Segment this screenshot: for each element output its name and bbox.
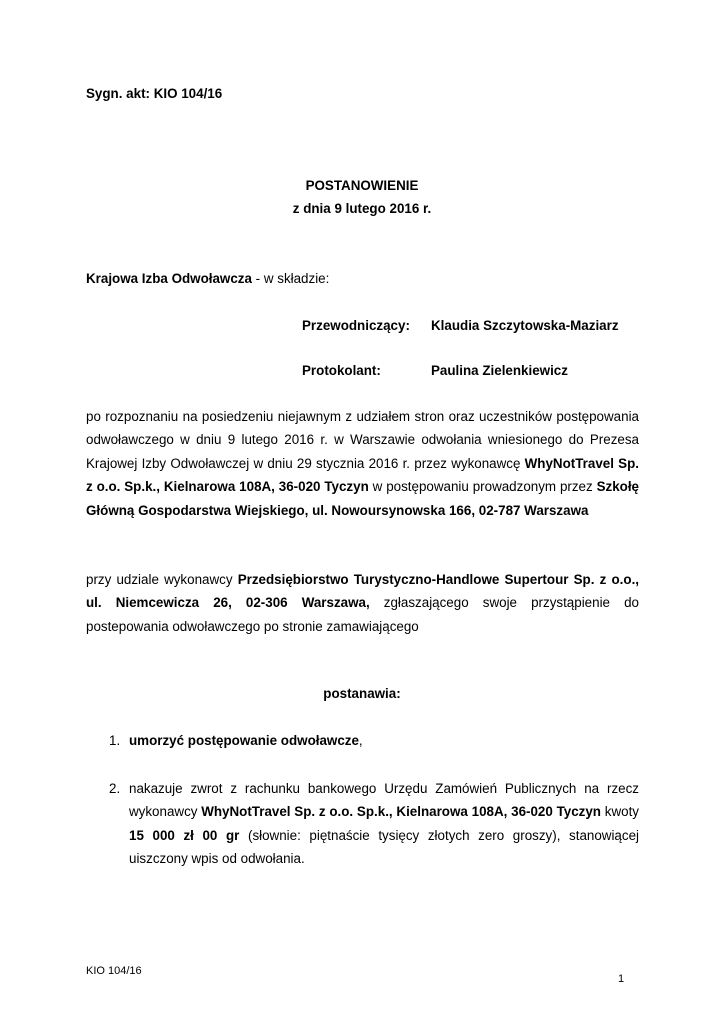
item-2-recipient: WhyNotTravel Sp. z o.o. Sp.k., Kielnarowa 108A, 36-020 Tyczyn	[201, 804, 601, 820]
item-2-text-2: kwoty	[601, 804, 639, 820]
item-2-text-1: nakazuje zwrot z rachunku bankowego Urzędu Zamówień Publicznych na rzecz wykonawcy	[129, 781, 639, 820]
case-reference: Sygn. akt: KIO 104/16	[86, 86, 223, 101]
contracting-authority: Szkołę Główną Gospodarstwa Wiejskiego, ul. Nowoursynowska 166, 02-787 Warszawa	[86, 479, 639, 518]
item-2-number: 2.	[109, 781, 121, 796]
item-2-amount: 15 000 zł 00 gr	[129, 827, 240, 843]
para2-text-2: zgłaszającego swoje przystąpienie do postepowania odwoławczego po stronie zamawiającego	[86, 595, 639, 634]
paragraph-participant	[86, 568, 639, 638]
para2-text-1: przy udziale wykonawcy	[86, 572, 238, 587]
item-1-bold: umorzyć postępowanie odwoławcze	[129, 733, 359, 748]
para1-text-2: w postępowaniu prowadzonym przez	[368, 479, 597, 495]
clerk-label: Protokolant:	[302, 363, 381, 378]
footer-reference: KIO 104/16	[86, 965, 142, 977]
item-1	[129, 729, 639, 752]
item-2	[129, 777, 639, 871]
chair-label: Przewodniczący:	[302, 318, 410, 333]
panel-intro	[86, 271, 329, 286]
item-1-number: 1.	[109, 733, 121, 748]
page-number: 1	[618, 973, 625, 985]
decision-heading: postanawia:	[323, 686, 401, 701]
clerk-name: Paulina Zielenkiewicz	[431, 363, 568, 378]
appellant-name: WhyNotTravel Sp. z o.o. Sp.k., Kielnarowa 108A, 36-020 Tyczyn	[86, 455, 639, 495]
item-1-text: ,	[358, 733, 363, 748]
para1-text-1: po rozpoznaniu na posiedzeniu niejawnym z udziałem stron oraz uczestników postępowania odwoławczego w dniu 9 lutego 2016 r. w Warszawie odwołania wniesionego do Prezesa Krajowej Izby Odwoławczej w dniu 29 stycznia 2016 r. przez wykonawcę	[86, 409, 639, 471]
participant-name: Przedsiębiorstwo Turystyczno-Handlowe Supertour Sp. z o.o., ul. Niemcewicza 26, 02-306 Warszawa,	[86, 572, 640, 611]
chair-name: Klaudia Szczytowska-Maziarz	[431, 318, 619, 333]
institution-name: Krajowa Izba Odwoławcza	[86, 271, 252, 286]
item-2-text-3: (słownie: piętnaście tysięcy złotych zero groszy), stanowiącej uiszczony wpis od odwołania.	[129, 827, 639, 867]
intro-rest: - w składzie:	[251, 271, 330, 286]
paragraph-proceedings	[86, 405, 639, 522]
document-title: POSTANOWIENIE	[305, 178, 419, 193]
document-date: z dnia 9 lutego 2016 r.	[292, 201, 432, 216]
